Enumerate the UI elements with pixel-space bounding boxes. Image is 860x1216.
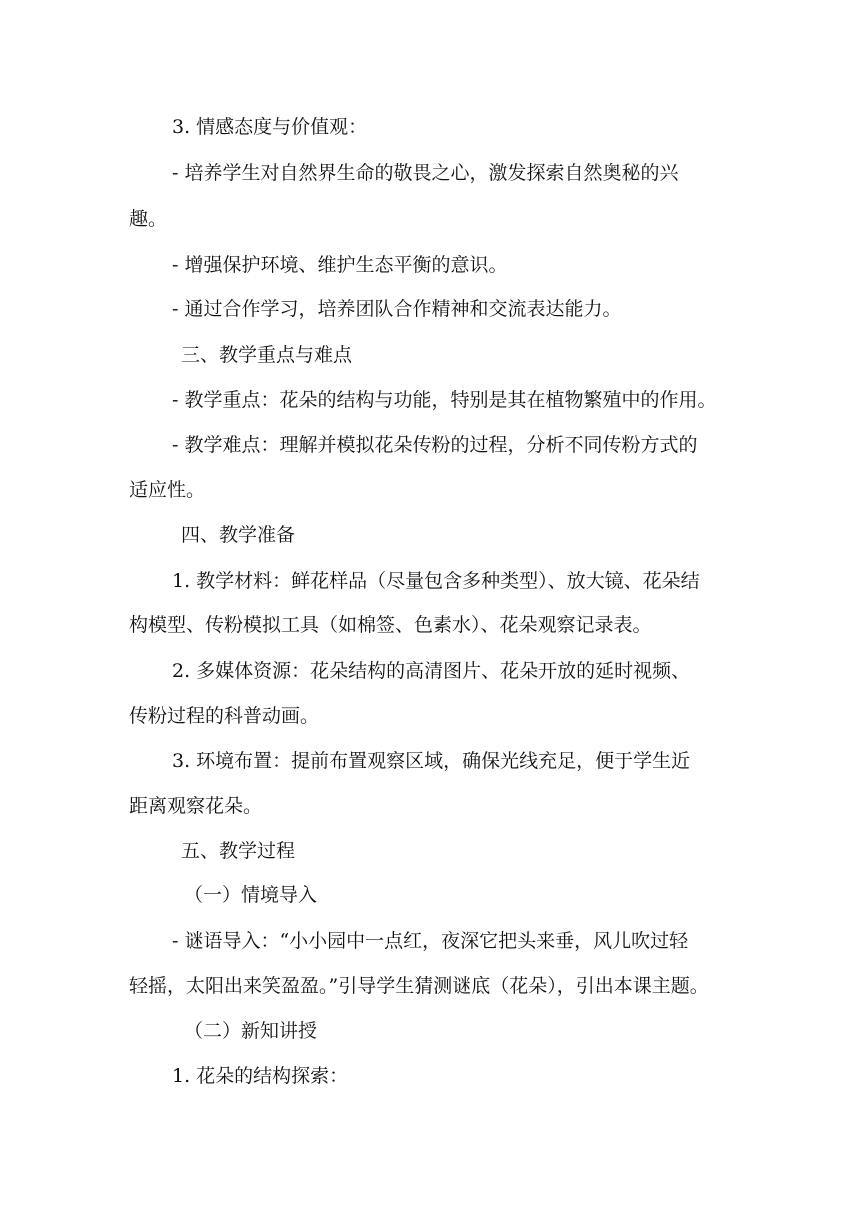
text-line: 趣。 [129, 208, 168, 230]
text-line: - 谜语导入：“小小园中一点红，夜深它把头来垂，风儿吹过轻 [172, 930, 689, 952]
text-line: 轻摇，太阳出来笑盈盈。”引导学生猜测谜底（花朵），引出本课主题。 [129, 975, 709, 997]
section-heading: 五、教学过程 [181, 840, 296, 862]
text-line: - 通过合作学习，培养团队合作精神和交流表达能力。 [172, 298, 622, 320]
section-heading: 三、教学重点与难点 [181, 344, 353, 366]
text-line: 适应性。 [129, 479, 206, 501]
text-line: 2. 多媒体资源：花朵结构的高清图片、花朵开放的延时视频、 [172, 660, 691, 682]
text-line: 传粉过程的科普动画。 [129, 705, 320, 727]
subsection-heading: （一）情境导入 [184, 884, 318, 906]
text-line: 3. 情感态度与价值观： [172, 116, 368, 138]
text-line: - 培养学生对自然界生命的敬畏之心，激发探索自然奥秘的兴 [172, 162, 679, 184]
subsection-heading: （二）新知讲授 [184, 1020, 318, 1042]
text-line: - 教学重点：花朵的结构与功能，特别是其在植物繁殖中的作用。 [172, 389, 717, 411]
text-line: 1. 花朵的结构探索： [172, 1065, 349, 1087]
text-line: 构模型、传粉模拟工具（如棉签、色素水）、花朵观察记录表。 [129, 614, 652, 636]
section-heading: 四、教学准备 [181, 524, 296, 546]
text-line: 3. 环境布置：提前布置观察区域，确保光线充足，便于学生近 [172, 750, 691, 772]
text-line: 距离观察花朵。 [129, 795, 263, 817]
text-line: - 增强保护环境、维护生态平衡的意识。 [172, 254, 508, 276]
text-line: 1. 教学材料：鲜花样品（尽量包含多种类型）、放大镜、花朵结 [172, 570, 700, 592]
text-line: - 教学难点：理解并模拟花朵传粉的过程，分析不同传粉方式的 [172, 434, 698, 456]
